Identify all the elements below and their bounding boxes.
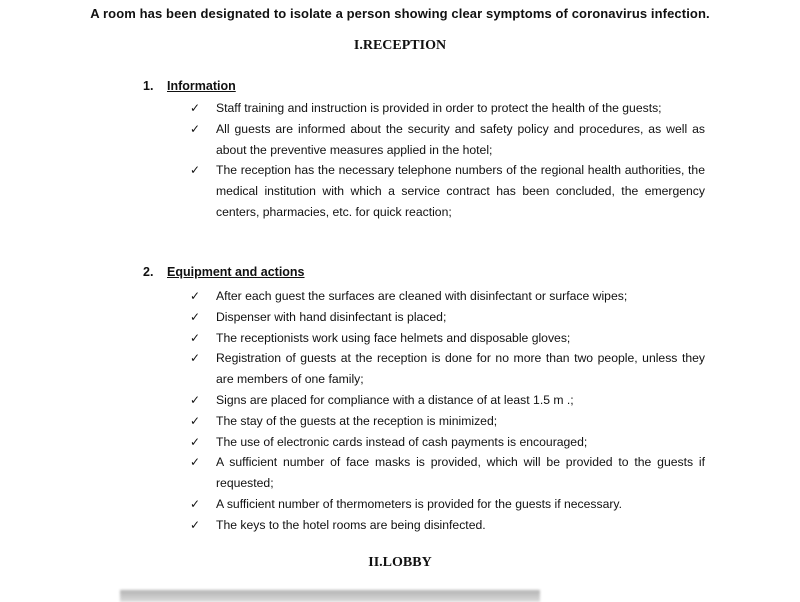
list-item-text: The stay of the guests at the reception is minimized;: [216, 413, 498, 428]
checkmark-icon: ✓: [190, 309, 201, 324]
list-item: [190, 286, 705, 307]
list-item-text: A sufficient number of thermometers is provided for the guests if necessary.: [216, 496, 622, 511]
checkmark-icon: ✓: [190, 455, 201, 470]
isolation-room-note: A room has been designated to isolate a person showing clear symptoms of coronavirus infection.: [90, 6, 710, 21]
equipment-actions-list: [190, 286, 705, 536]
subsection-title: Information: [167, 79, 236, 93]
list-item: [190, 160, 705, 222]
list-item: [190, 307, 705, 328]
list-item-text: The keys to the hotel rooms are being disinfected.: [216, 517, 486, 532]
information-list: [190, 98, 705, 223]
checkmark-icon: ✓: [190, 351, 201, 366]
list-item: [190, 119, 705, 161]
list-item-text: The reception has the necessary telephone numbers of the regional health authorities, the medical institution with which a service contract has been concluded, the emergency centers, pharmacies, etc. for quick reaction;: [216, 163, 705, 219]
subsection-heading-equipment: [143, 265, 305, 279]
list-item-text: All guests are informed about the security and safety policy and procedures, as well as about the preventive measures applied in the hotel;: [216, 121, 705, 157]
list-item: [190, 98, 705, 119]
subsection-title: Equipment and actions: [167, 265, 305, 279]
list-item: [190, 515, 705, 536]
list-item-text: The use of electronic cards instead of cash payments is encouraged;: [216, 434, 588, 449]
list-item-text: After each guest the surfaces are cleaned with disinfectant or surface wipes;: [216, 289, 628, 303]
list-item: [190, 348, 705, 390]
list-item: [190, 411, 705, 432]
checkmark-icon: ✓: [190, 101, 201, 115]
checkmark-icon: ✓: [190, 496, 201, 511]
checkmark-icon: ✓: [190, 163, 201, 178]
list-item-text: A sufficient number of face masks is provided, which will be provided to the guests if requested;: [216, 455, 705, 491]
list-item-text: Registration of guests at the reception is done for no more than two people, unless they are members of one family;: [216, 351, 705, 387]
checkmark-icon: ✓: [190, 392, 201, 407]
subsection-heading-information: [143, 79, 236, 93]
checkmark-icon: ✓: [190, 330, 201, 345]
checkmark-icon: ✓: [190, 413, 201, 428]
section-heading-lobby: II.LOBBY: [368, 555, 432, 570]
list-item: [190, 432, 705, 453]
checkmark-icon: ✓: [190, 517, 201, 532]
list-item-text: The receptionists work using face helmets and disposable gloves;: [216, 330, 571, 345]
list-item: [190, 328, 705, 349]
list-item-text: Staff training and instruction is provided in order to protect the health of the guests;: [216, 101, 662, 115]
checkmark-icon: ✓: [190, 289, 201, 303]
subsection-number: 1.: [143, 79, 154, 93]
list-item: [190, 390, 705, 411]
subsection-number: 2.: [143, 265, 154, 279]
list-item: [190, 494, 705, 515]
list-item-text: Signs are placed for compliance with a distance of at least 1.5 m .;: [216, 392, 574, 407]
section-heading-reception: I.RECEPTION: [353, 38, 447, 53]
checkmark-icon: ✓: [190, 121, 201, 136]
cut-off-text-line: [120, 590, 540, 602]
list-item-text: Dispenser with hand disinfectant is placed;: [216, 309, 447, 324]
checkmark-icon: ✓: [190, 434, 201, 449]
list-item: [190, 452, 705, 494]
